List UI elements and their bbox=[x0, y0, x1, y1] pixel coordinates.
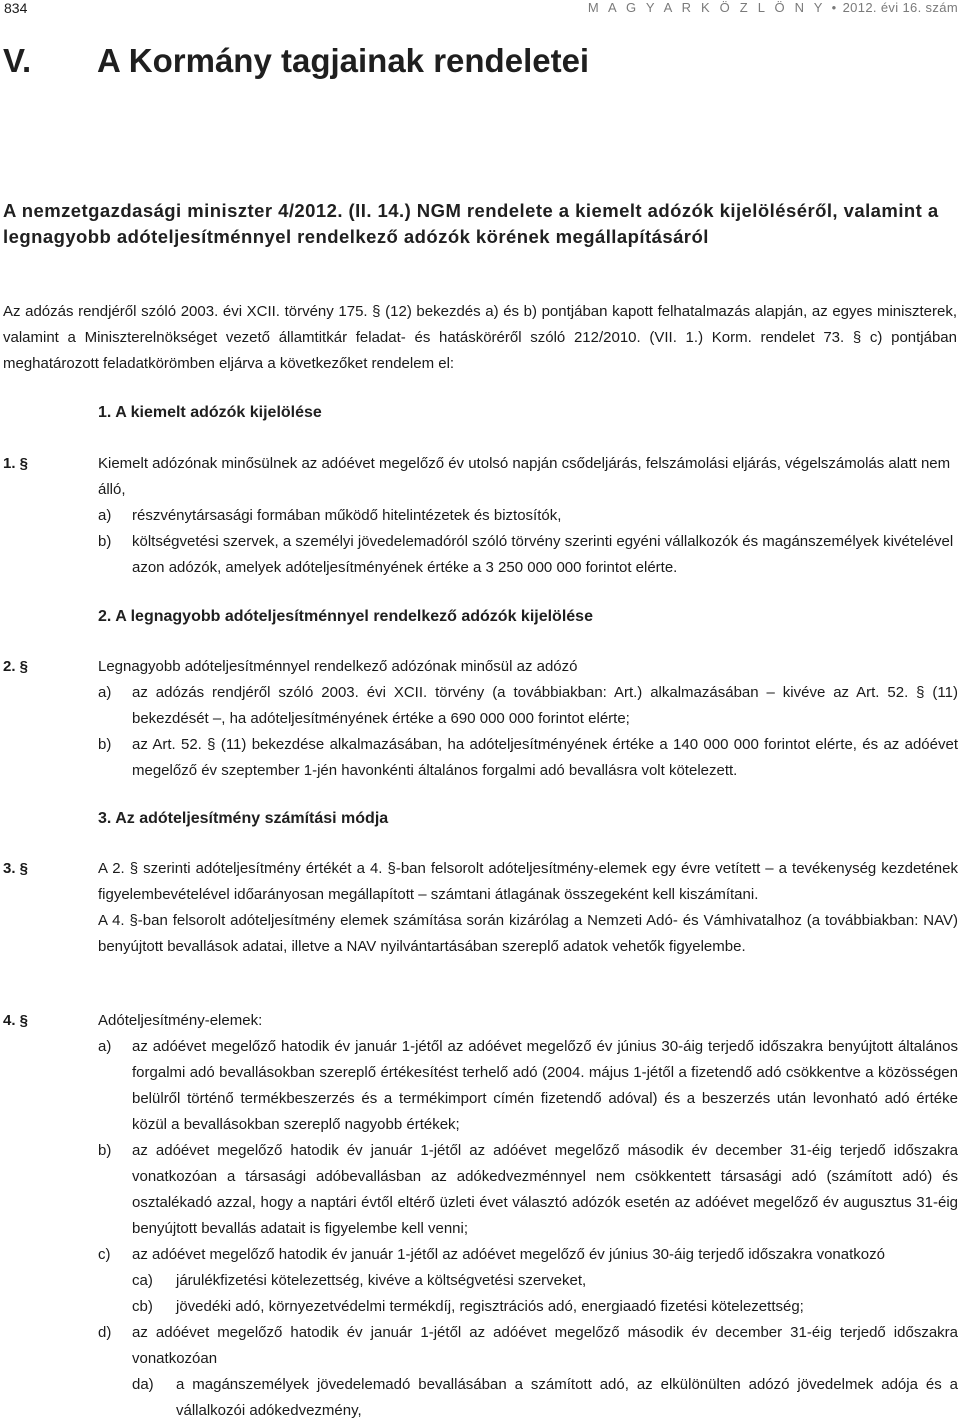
paragraph-number: 4. § bbox=[3, 1012, 29, 1029]
item-text: az adóévet megelőző hatodik év január 1-jétől az adóévet megelőző második év december 31-éig terjedő időszakra vonatkozóan a társasági adóbevallásban az adókedvezménnyel nem csökkentett társasági adó (számított adó) és osztalékadó azzal, hogy a naptári évtől eltérő üzleti évet választó adózók esetén az adóévet megelőző év augusztus 31-éig benyújtott bevallás adatait is figyelembe kell venni; bbox=[132, 1142, 958, 1237]
paragraph-2 bbox=[0, 654, 958, 784]
list-item bbox=[98, 529, 958, 581]
item-label: c) bbox=[98, 1246, 111, 1263]
item-label: a) bbox=[98, 684, 112, 701]
list-item bbox=[98, 680, 958, 732]
item-label: a) bbox=[98, 507, 112, 524]
subitem-text: járulékfizetési kötelezettség, kivéve a költségvetési szerveket, bbox=[176, 1272, 587, 1289]
paragraph-body bbox=[98, 1008, 958, 1424]
paragraph-body bbox=[98, 654, 958, 784]
item-label: b) bbox=[98, 533, 112, 550]
header-bullet: • bbox=[831, 0, 837, 15]
preamble: Az adózás rendjéről szóló 2003. évi XCII. törvény 175. § (12) bekezdés a) és b) pontjában kapott felhatalmazás alapján, az egyes miniszterek, valamint a Miniszterelnökséget vezető államtitkár feladat- és hatásköréről szóló 212/2010. (VII. 1.) Korm. rendelet 73. § c) pontjában meghatározott feladatkörömben eljárva a következőket rendelem el: bbox=[3, 303, 957, 372]
list-item bbox=[98, 732, 958, 784]
subitem-label: da) bbox=[132, 1376, 154, 1393]
subitem-text: jövedéki adó, környezetvédelmi termékdíj, regisztrációs adó, energiaadó fizetési kötelezettség; bbox=[176, 1298, 804, 1315]
list-item bbox=[98, 1242, 958, 1320]
item-text: az adóévet megelőző hatodik év január 1-jétől az adóévet megelőző második év december 31-éig terjedő időszakra vonatkozóan bbox=[132, 1324, 958, 1367]
running-header bbox=[0, 0, 960, 22]
item-text: részvénytársasági formában működő hitelintézetek és biztosítók, bbox=[132, 507, 562, 524]
page-number: 834 bbox=[4, 0, 28, 16]
paragraph-number: 2. § bbox=[3, 658, 29, 675]
paragraph-intro: Adóteljesítmény-elemek: bbox=[98, 1012, 263, 1029]
item-label: b) bbox=[98, 1142, 112, 1159]
chapter-title: A Kormány tagjainak rendeletei bbox=[97, 42, 590, 79]
list-item bbox=[98, 503, 958, 529]
item-text: költségvetési szervek, a személyi jövedelemadóról szóló törvény szerinti egyéni vállalkozók és magánszemélyek kivételével azon adózók, amelyek adóteljesítményének értéke a 3 250 000 000 forintot elérte. bbox=[132, 533, 954, 576]
list-item bbox=[98, 1138, 958, 1242]
paragraph-3 bbox=[0, 856, 958, 960]
paragraph-intro: Kiemelt adózónak minősülnek az adóévet megelőző év utolsó napján csődeljárás, felszámolási eljárás, végelszámolás alatt nem álló, bbox=[98, 455, 951, 498]
paragraph-number: 3. § bbox=[3, 860, 29, 877]
item-label: b) bbox=[98, 736, 112, 753]
paragraph-body bbox=[98, 856, 958, 960]
paragraph-1 bbox=[0, 451, 958, 581]
sub-list-item bbox=[132, 1268, 958, 1294]
subitem-label: cb) bbox=[132, 1298, 153, 1315]
paragraph-text: A 2. § szerinti adóteljesítmény értékét a 4. §-ban felsorolt adóteljesítmény-elemek egy évre vetített – a tevékenység kezdetének figyelembevételével időarányosan megállapított – számtani átlagának összegeként kell kiszámítani. bbox=[98, 860, 958, 903]
item-label: a) bbox=[98, 1038, 112, 1055]
sub-list-item bbox=[132, 1294, 958, 1320]
journal-name: M A G Y A R K Ö Z L Ö N Y bbox=[587, 0, 826, 15]
list-item bbox=[98, 1034, 958, 1138]
section-heading-3: 3. Az adóteljesítmény számítási módja bbox=[98, 810, 389, 827]
paragraph-number: 1. § bbox=[3, 455, 29, 472]
item-text: az adóévet megelőző hatodik év január 1-jétől az adóévet megelőző év június 30-áig terjedő időszakra benyújtott általános forgalmi adó bevallásokban szereplő értékesítést terhelő adó (2004. május 1-jétől a fizetendő adó csökkentve a közösségen belülről történő termékbeszerzés és a termékimport címén fizetendő adóval) és a beszerzés után levonható adó értéke közül a bevallásokban szereplő nagyobb értékek; bbox=[132, 1038, 958, 1133]
issue-number: 2012. évi 16. szám bbox=[842, 0, 958, 15]
chapter-number: V. bbox=[3, 42, 32, 79]
chapter-heading bbox=[3, 42, 589, 80]
subitem-label: ca) bbox=[132, 1272, 153, 1289]
sub-list-item bbox=[132, 1372, 958, 1424]
subitem-text: a magánszemélyek jövedelemadó bevallásában a számított adó, az elkülönülten adózó jövedelmek adója és a vállalkozói adókedvezmény, bbox=[176, 1376, 958, 1419]
list-item bbox=[98, 1320, 958, 1424]
paragraph-body bbox=[98, 451, 958, 581]
decree-title: A nemzetgazdasági miniszter 4/2012. (II. 14.) NGM rendelete a kiemelt adózók kijelöléséről, valamint a legnagyobb adóteljesítménnyel rendelkező adózók körének megállapításáról bbox=[3, 200, 939, 247]
paragraph-4 bbox=[0, 1008, 958, 1424]
item-label: d) bbox=[98, 1324, 112, 1341]
item-text: az adóévet megelőző hatodik év január 1-jétől az adóévet megelőző év június 30-áig terjedő időszakra vonatkozó bbox=[132, 1246, 885, 1263]
journal-issue-label bbox=[588, 0, 958, 15]
item-text: az adózás rendjéről szóló 2003. évi XCII. törvény (a továbbiakban: Art.) alkalmazásában – kivéve az Art. 52. § (11) bekezdését –, ha adóteljesítményének értéke a 690 000 000 forintot elérte; bbox=[132, 684, 958, 727]
section-heading-2: 2. A legnagyobb adóteljesítménnyel rendelkező adózók kijelölése bbox=[98, 608, 593, 625]
item-text: az Art. 52. § (11) bekezdése alkalmazásában, ha adóteljesítményének értéke a 140 000 000 forintot elérte, és az adóévet megelőző év szeptember 1-jén havonkénti általános forgalmi adó bevallásra volt kötelezett. bbox=[132, 736, 958, 779]
section-heading-1: 1. A kiemelt adózók kijelölése bbox=[98, 404, 322, 421]
paragraph-intro: Legnagyobb adóteljesítménnyel rendelkező adózónak minősül az adózó bbox=[98, 658, 578, 675]
paragraph-text: A 4. §-ban felsorolt adóteljesítmény elemek számítása során kizárólag a Nemzeti Adó- és Vámhivatalhoz (a továbbiakban: NAV) benyújtott bevallások adatai, illetve a NAV nyilvántartásában szereplő adatok vehetők figyelembe. bbox=[98, 912, 958, 955]
